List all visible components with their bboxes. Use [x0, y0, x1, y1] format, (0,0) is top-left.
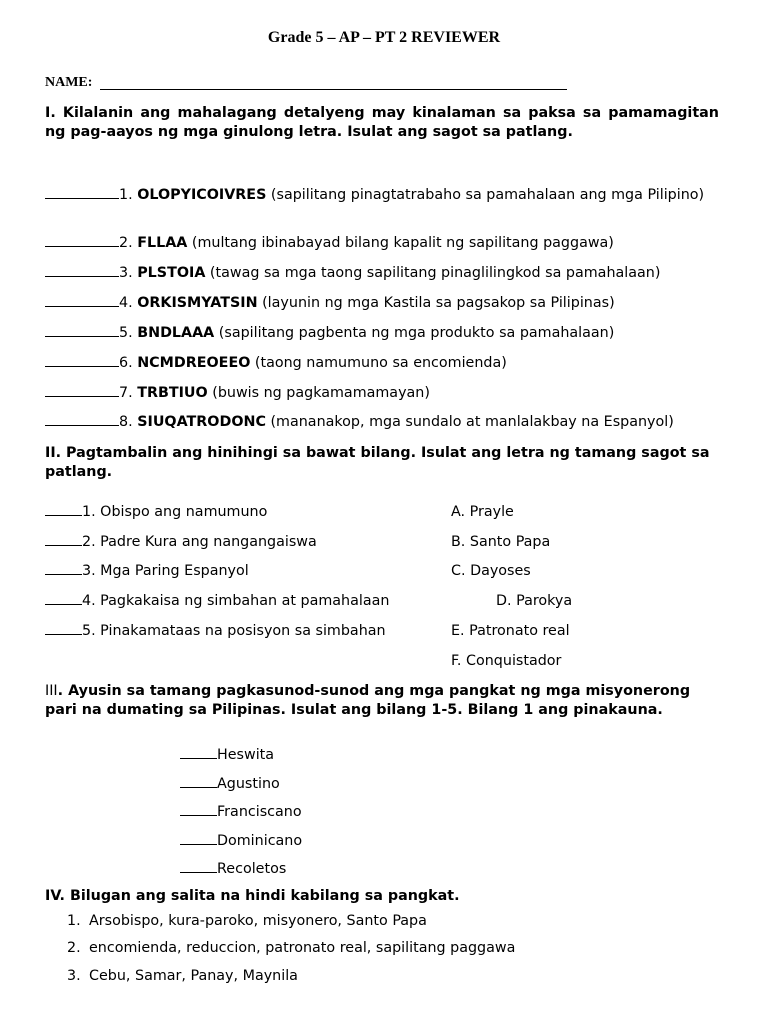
- scrambled-word: NCMDREOEEO: [137, 355, 251, 371]
- section-2-item-1: 1. Obispo ang namumuno: [45, 504, 267, 520]
- section-3-instruction: [45, 682, 719, 719]
- scrambled-word: ORKISMYATSIN: [137, 295, 258, 311]
- scrambled-word: TRBTIUO: [137, 385, 208, 401]
- section-4-item-3: 3. Cebu, Samar, Panay, Maynila: [67, 968, 298, 984]
- choice-e: E. Patronato real: [451, 623, 570, 639]
- item-hint: (sapilitang pagbenta ng mga produkto sa pamahalaan): [214, 325, 615, 341]
- section-3-item-3: Franciscano: [180, 804, 302, 820]
- answer-blank[interactable]: [180, 748, 217, 759]
- section-2-item-3: 3. Mga Paring Espanyol: [45, 563, 249, 579]
- section-3-item-2: Agustino: [180, 776, 280, 792]
- answer-blank[interactable]: [45, 386, 119, 397]
- item-hint: (sapilitang pinagtatrabaho sa pamahalaan ang mga Pilipino): [266, 187, 705, 203]
- answer-blank[interactable]: [45, 594, 82, 605]
- item-hint: (buwis ng pagkamamamayan): [207, 385, 430, 401]
- choice-c: C. Dayoses: [451, 563, 531, 579]
- item-hint: (mananakop, mga sundalo at manlalakbay na Espanyol): [265, 414, 674, 430]
- answer-blank[interactable]: [180, 805, 217, 816]
- section-4-instruction: IV. Bilugan ang salita na hindi kabilang sa pangkat.: [45, 888, 460, 904]
- scrambled-word: FLLAA: [137, 235, 188, 251]
- answer-blank[interactable]: [45, 326, 119, 337]
- section-3-item-5: Recoletos: [180, 861, 286, 877]
- scrambled-word: OLOPYICOIVRES: [137, 187, 267, 203]
- answer-blank[interactable]: [45, 505, 82, 516]
- section-4-item-1: 1. Arsobispo, kura-paroko, misyonero, Santo Papa: [67, 913, 427, 929]
- scrambled-word: BNDLAAA: [137, 325, 215, 341]
- section-3-instruction-text: . Ayusin sa tamang pagkasunod-sunod ang mga pangkat ng mga misyonerong pari na dumating sa Pilipinas. Isulat ang bilang 1-5. Bilang 1 ang pinakauna.: [45, 683, 691, 718]
- answer-blank[interactable]: [45, 564, 82, 575]
- section-1-item-4: 4. ORKISMYATSIN (layunin ng mga Kastila sa pagsakop sa Pilipinas): [45, 295, 615, 311]
- answer-blank[interactable]: [45, 266, 119, 277]
- section-2-item-4: 4. Pagkakaisa ng simbahan at pamahalaan: [45, 593, 389, 609]
- item-hint: (taong namumuno sa encomienda): [250, 355, 507, 371]
- choice-d: D. Parokya: [496, 593, 573, 609]
- section-1-item-1: 1. OLOPYICOIVRES (sapilitang pinagtatrabaho sa pamahalaan ang mga Pilipino): [45, 185, 719, 205]
- section-1-item-6: 6. NCMDREOEEO (taong namumuno sa encomienda): [45, 355, 507, 371]
- section-1-item-2: 2. FLLAA (multang ibinabayad bilang kapalit ng sapilitang paggawa): [45, 235, 614, 251]
- word-group[interactable]: Arsobispo, kura-paroko, misyonero, Santo Papa: [89, 913, 427, 929]
- section-1-item-5: 5. BNDLAAA (sapilitang pagbenta ng mga produkto sa pamahalaan): [45, 325, 614, 341]
- answer-blank[interactable]: [45, 236, 119, 247]
- section-1-item-7: 7. TRBTIUO (buwis ng pagkamamamayan): [45, 385, 430, 401]
- section-2-item-5: 5. Pinakamataas na posisyon sa simbahan: [45, 623, 386, 639]
- answer-blank[interactable]: [45, 356, 119, 367]
- answer-blank[interactable]: [45, 188, 119, 199]
- item-hint: (layunin ng mga Kastila sa pagsakop sa Pilipinas): [257, 295, 615, 311]
- choice-f: F. Conquistador: [451, 653, 562, 669]
- choice-b: B. Santo Papa: [451, 534, 551, 550]
- answer-blank[interactable]: [45, 415, 119, 426]
- section-4-item-2: 2. encomienda, reduccion, patronato real, sapilitang paggawa: [67, 940, 516, 956]
- answer-blank[interactable]: [45, 535, 82, 546]
- section-2-item-2: 2. Padre Kura ang nangangaiswa: [45, 534, 317, 550]
- scrambled-word: PLSTOIA: [137, 265, 206, 281]
- section-1-instruction: I. Kilalanin ang mahalagang detalyeng may kinalaman sa paksa sa pamamagitan ng pag-aayos ng mga ginulong letra. Isulat ang sagot sa patlang.: [45, 105, 719, 140]
- name-label: NAME:: [45, 75, 93, 90]
- answer-blank[interactable]: [180, 862, 217, 873]
- section-3-item-1: Heswita: [180, 747, 274, 763]
- section-1-item-3: 3. PLSTOIA (tawag sa mga taong sapilitang pinaglilingkod sa pamahalaan): [45, 265, 660, 281]
- answer-blank[interactable]: [45, 296, 119, 307]
- word-group[interactable]: encomienda, reduccion, patronato real, sapilitang paggawa: [89, 940, 516, 956]
- answer-blank[interactable]: [180, 777, 217, 788]
- item-hint: (tawag sa mga taong sapilitang pinaglilingkod sa pamahalaan): [205, 265, 661, 281]
- section-1-item-8: 8. SIUQATRODONC (mananakop, mga sundalo at manlalakbay na Espanyol): [45, 414, 674, 430]
- item-hint: (multang ibinabayad bilang kapalit ng sapilitang paggawa): [187, 235, 614, 251]
- page-title: Grade 5 – AP – PT 2 REVIEWER: [267, 29, 501, 46]
- choice-a: A. Prayle: [451, 504, 514, 520]
- answer-blank[interactable]: [45, 624, 82, 635]
- section-3-item-4: Dominicano: [180, 833, 302, 849]
- scrambled-word: SIUQATRODONC: [137, 414, 266, 430]
- name-answer-line[interactable]: [100, 89, 567, 90]
- answer-blank[interactable]: [180, 834, 217, 845]
- word-group[interactable]: Cebu, Samar, Panay, Maynila: [89, 968, 298, 984]
- section-3-numeral: III: [45, 683, 58, 699]
- section-2-instruction: II. Pagtambalin ang hinihingi sa bawat bilang. Isulat ang letra ng tamang sagot sa patlang.: [45, 445, 710, 480]
